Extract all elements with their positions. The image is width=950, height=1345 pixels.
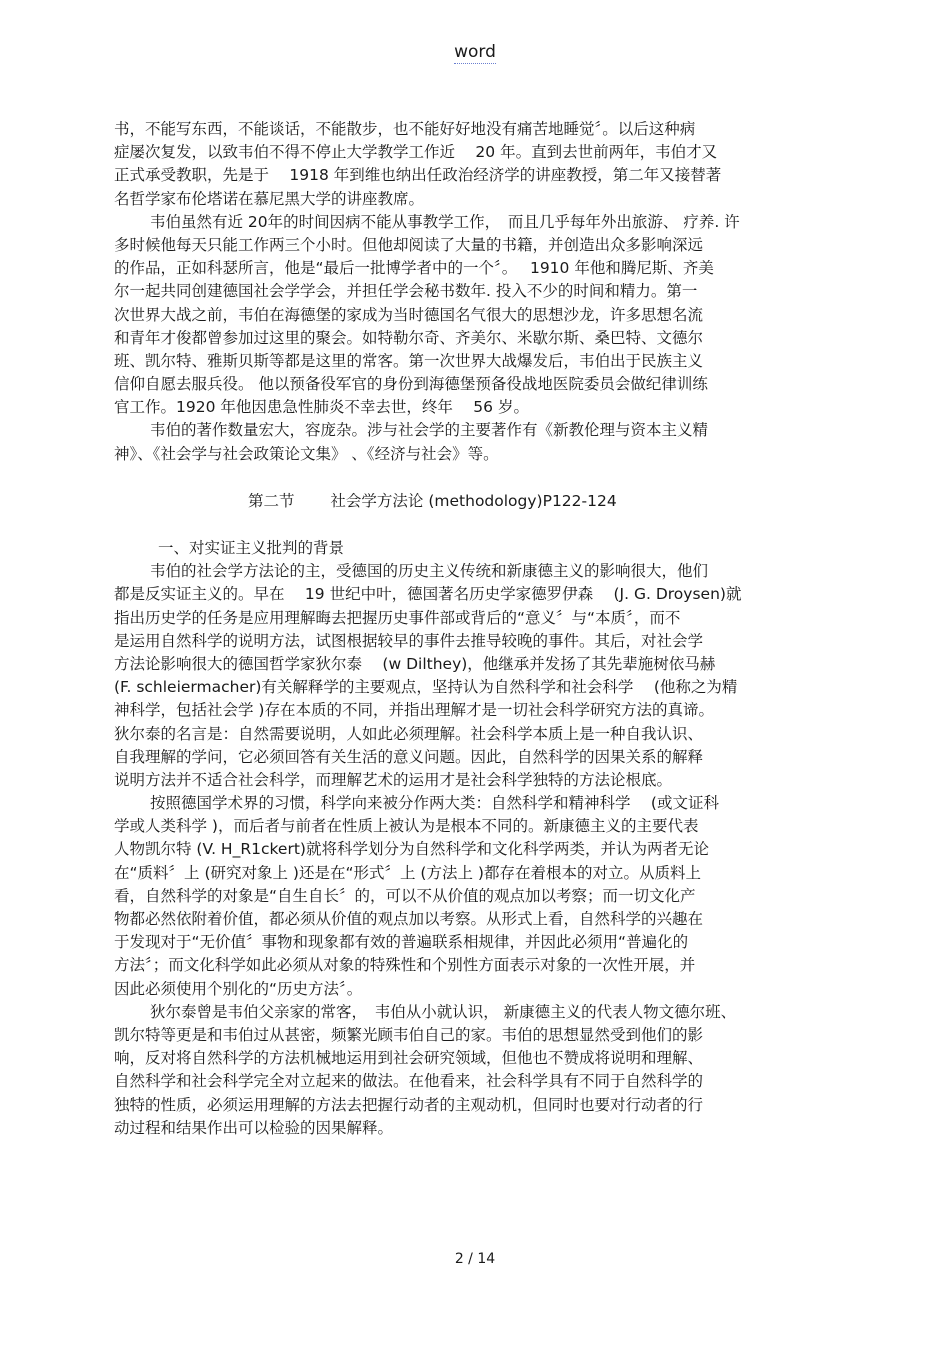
text-line: 韦伯的社会学方法论的主，受德国的历史主义传统和新康德主义的影响很大，他们 [150,562,709,581]
text-line: 动过程和结果作出可以检验的因果解释。 [114,1118,394,1137]
text-line: 因此必须使用个别化的“历史方法〞。 [114,979,363,998]
text-line: 书，不能写东西，不能谈话，不能散步，也不能好好地没有痛苦地睡觉〞。以后这种病 [114,120,696,138]
paragraph-1 [114,118,844,211]
document-body [114,118,844,1140]
text-line: 独特的性质，必须运用理解的方法去把握行动者的主观动机，但同时也要对行动者的行 [114,1095,704,1114]
paragraph-5 [114,792,844,1001]
text-line: 指出历史学的任务是应用理解晦去把握历史事件部或背后的“意义〞与“本质〞，而不 [114,608,681,627]
text-line: 正式承受教职，先是于 1918 年到维也纳出任政治经济学的讲座教授，第二年又接替著 [114,166,722,185]
text-line: 是运用自然科学的说明方法，试图根据较早的事件去推导较晚的事件。其后，对社会学 [114,631,704,650]
text-line: 名哲学家布伦塔诺在慕尼黑大学的讲座教席。 [114,189,425,208]
text-line: 班、凯尔特、雅斯贝斯等都是这里的常客。第一次世界大战爆发后，韦伯出于民族主义 [114,351,704,370]
text-line: 方法〞；而文化科学如此必须从对象的特殊性和个别性方面表示对象的一次性开展，并 [114,956,696,975]
text-line: 在“质料〞上 (研究对象上 )还是在“形式〞上 (方法上 )都存在着根本的对立。从质料上 [114,863,701,882]
text-line: 的作品，正如科瑟所言，他是“最后一批博学者中的一个〞。 1910 年他和腾尼斯、齐美 [114,259,714,278]
text-line: 响，反对将自然科学的方法机械地运用到社会研究领域，但他也不赞成将说明和理解、 [114,1049,704,1068]
text-line: 次世界大战之前，韦伯在海德堡的家成为当时德国名气很大的思想沙龙，许多思想名流 [114,305,704,324]
text-line: 信仰自愿去服兵役。 他以预备役军官的身份到海德堡预备役战地医院委员会做纪律训练 [114,375,708,394]
text-line: 狄尔泰的名言是：自然需要说明，人如此必须理解。社会科学本质上是一种自我认识、 [114,724,704,743]
text-line: 于发现对于“无价值〞事物和现象都有效的普遍联系相规律，并因此必须用“普遍化的 [114,933,689,952]
paragraph-2 [114,211,844,420]
text-line: 自然科学和社会科学完全对立起来的做法。在他看来，社会科学具有不同于自然科学的 [114,1072,704,1091]
section-title: 第二节 社会学方法论 (methodology)P122-124 [248,491,617,510]
text-line: 狄尔泰曾是韦伯父亲家的常客， 韦伯从小就认识， 新康德主义的代表人物文德尔班、 [150,1002,737,1021]
paragraph-4 [114,560,844,792]
text-line: 方法论影响很大的德国哲学家狄尔泰 (w Dilthey)，他继承并发扬了其先辈施树依马赫 [114,654,716,673]
text-line: 凯尔特等更是和韦伯过从甚密，频繁光顾韦伯自己的家。韦伯的思想显然受到他们的影 [114,1025,704,1044]
page-header [0,42,950,62]
text-line: 韦伯虽然有近 20年的时间因病不能从事教学工作， 而且几乎每年外出旅游、 疗养. 许 [150,212,740,231]
header-title: word [454,42,496,62]
text-line: 韦伯的著作数量宏大，容庞杂。涉与社会学的主要著作有《新教伦理与资本主义精 [150,421,709,440]
paragraph-6 [114,1001,844,1140]
text-line: 神》、《社会学与社会政策论文集》 、《经济与社会》等。 [114,444,499,463]
paragraph-3 [114,419,844,465]
text-line: 官工作。1920 年他因患急性肺炎不幸去世，终年 56 岁。 [114,398,529,417]
text-line: 都是反实证主义的。早在 19 世纪中叶，德国著名历史学家德罗伊森 (J. G. Droysen)就 [114,585,742,604]
section-subtitle: 一、对实证主义批判的背景 [158,539,345,557]
text-line: (F. schleiermacher)有关解释学的主要观点，坚持认为自然科学和社会科学 (他称之为精 [114,678,738,697]
text-line: 和青年才俊都曾参加过这里的聚会。如特勒尔奇、齐美尔、米歇尔斯、桑巴特、文德尔 [114,328,704,347]
text-line: 物都必然依附着价值，都必须从价值的观点加以考察。从形式上看，自然科学的兴趣在 [114,910,704,928]
text-line: 尔一起共同创建德国社会学学会，并担任学会秘书数年. 投入不少的时间和精力。第一 [114,282,698,301]
page-number: 2 / 14 [454,1251,496,1267]
text-line: 看，自然科学的对象是“自生自长〞的，可以不从价值的观点加以考察；而一切文化产 [114,886,696,905]
text-line: 神科学，包括社会学 )存在本质的不同，并指出理解才是一切社会科学研究方法的真谛。 [114,701,714,720]
text-line: 自我理解的学问，它必须回答有关生活的意义问题。因此，自然科学的因果关系的解释 [114,747,704,766]
text-line: 按照德国学术界的习惯，科学向来被分作两大类：自然科学和精神科学 (或文证科 [150,794,719,813]
text-line: 症屡次复发，以致韦伯不得不停止大学教学工作近 20 年。直到去世前两年，韦伯才又 [114,143,718,162]
text-line: 多时候他每天只能工作两三个小时。但他却阅读了大量的书籍，并创造出众多影响深远 [114,235,704,254]
text-line: 人物凯尔特 (V. H_R1ckert)就将科学划分为自然科学和文化科学两类，并认为两者无论 [114,840,709,859]
text-line: 说明方法并不适合社会科学，而理解艺术的运用才是社会科学独特的方法论根底。 [114,770,673,789]
text-line: 学或人类科学 )，而后者与前者在性质上被认为是根本不同的。新康德主义的主要代表 [114,817,699,836]
